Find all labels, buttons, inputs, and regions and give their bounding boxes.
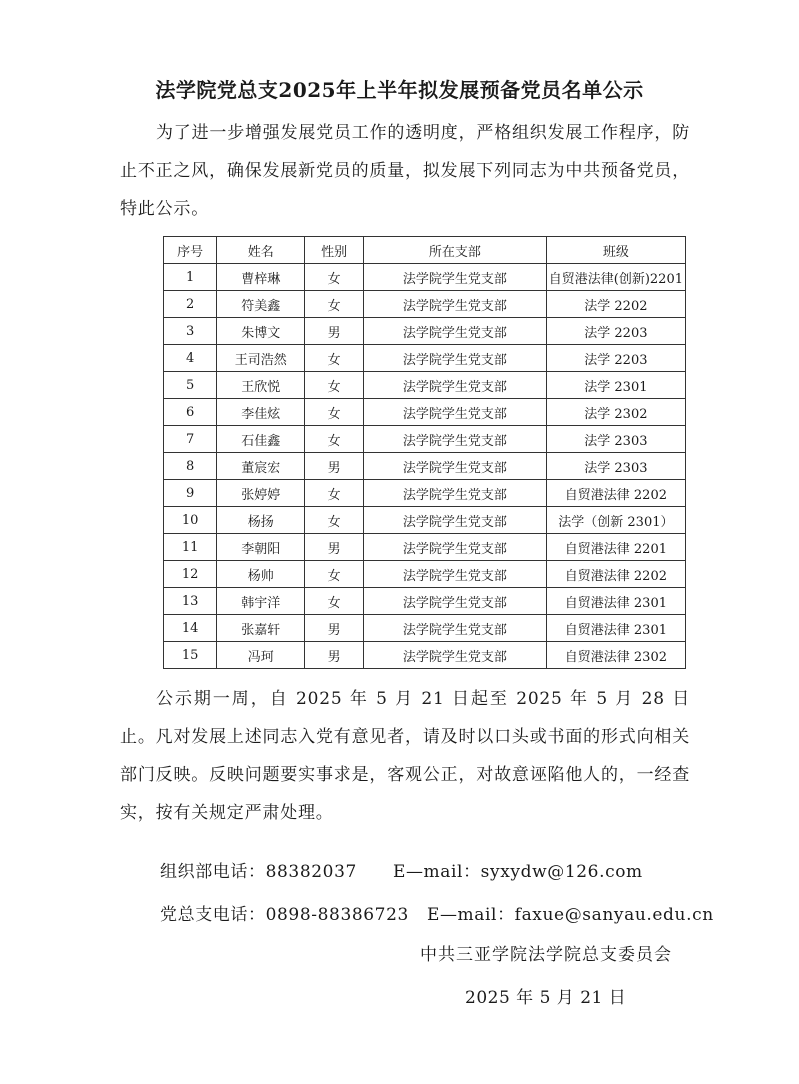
cell-sex: 女: [305, 507, 364, 534]
signature: 中共三亚学院法学院总支委员会: [420, 945, 672, 965]
cell-sex: 女: [305, 399, 364, 426]
cell-name: 曹梓琳: [217, 264, 305, 291]
cell-branch: 法学院学生党支部: [364, 480, 547, 507]
cell-branch: 法学院学生党支部: [364, 534, 547, 561]
cell-name: 张婷婷: [217, 480, 305, 507]
cell-name: 董宸宏: [217, 453, 305, 480]
cell-sex: 女: [305, 561, 364, 588]
table-row: [164, 615, 686, 642]
organization-phone: 组织部电话：88382037: [160, 862, 357, 882]
cell-branch: 法学院学生党支部: [364, 453, 547, 480]
header-no: 序号: [164, 237, 217, 264]
cell-name: 符美鑫: [217, 291, 305, 318]
cell-class: 法学（创新 2301）: [546, 507, 685, 534]
organization-email: E—mail：syxydw@126.com: [392, 862, 643, 882]
cell-class: 自贸港法律(创新)2201: [546, 264, 685, 291]
cell-class: 法学 2303: [546, 453, 685, 480]
cell-no: 15: [164, 642, 217, 669]
table-body: [164, 264, 686, 669]
cell-class: 法学 2203: [546, 345, 685, 372]
cell-sex: 女: [305, 345, 364, 372]
cell-name: 冯珂: [217, 642, 305, 669]
cell-branch: 法学院学生党支部: [364, 372, 547, 399]
cell-branch: 法学院学生党支部: [364, 507, 547, 534]
cell-branch: 法学院学生党支部: [364, 345, 547, 372]
cell-name: 韩宇洋: [217, 588, 305, 615]
cell-no: 11: [164, 534, 217, 561]
cell-name: 朱博文: [217, 318, 305, 345]
cell-sex: 男: [305, 318, 364, 345]
table-row: [164, 372, 686, 399]
cell-sex: 男: [305, 615, 364, 642]
cell-class: 自贸港法律 2301: [546, 588, 685, 615]
cell-branch: 法学院学生党支部: [364, 642, 547, 669]
cell-name: 石佳鑫: [217, 426, 305, 453]
table-row: [164, 588, 686, 615]
cell-no: 13: [164, 588, 217, 615]
members-table: [163, 236, 686, 669]
table-row: [164, 480, 686, 507]
party-branch-phone: 党总支电话：0898-88386723: [160, 905, 409, 925]
table-row: [164, 507, 686, 534]
cell-sex: 男: [305, 642, 364, 669]
page-title: 法学院党总支2025年上半年拟发展预备党员名单公示: [155, 78, 644, 102]
table-row: [164, 426, 686, 453]
cell-class: 自贸港法律 2202: [546, 561, 685, 588]
cell-name: 杨帅: [217, 561, 305, 588]
table-row: [164, 291, 686, 318]
table-row: [164, 453, 686, 480]
cell-no: 14: [164, 615, 217, 642]
cell-no: 4: [164, 345, 217, 372]
cell-branch: 法学院学生党支部: [364, 399, 547, 426]
cell-class: 法学 2301: [546, 372, 685, 399]
table-row: [164, 264, 686, 291]
table-row: [164, 561, 686, 588]
cell-no: 10: [164, 507, 217, 534]
cell-branch: 法学院学生党支部: [364, 426, 547, 453]
intro-paragraph: 为了进一步增强发展党员工作的透明度，严格组织发展工作程序，防止不正之风，确保发展新党员的质量，拟发展下列同志为中共预备党员，特此公示。: [120, 123, 690, 219]
contact-line-organization: [160, 857, 643, 882]
header-class: 班级: [546, 237, 685, 264]
cell-class: 法学 2303: [546, 426, 685, 453]
header-sex: 性别: [305, 237, 364, 264]
cell-sex: 女: [305, 588, 364, 615]
table-row: [164, 345, 686, 372]
table-row: [164, 534, 686, 561]
header-branch: 所在支部: [364, 237, 547, 264]
cell-no: 9: [164, 480, 217, 507]
cell-name: 王欣悦: [217, 372, 305, 399]
cell-class: 自贸港法律 2201: [546, 534, 685, 561]
cell-class: 法学 2202: [546, 291, 685, 318]
cell-no: 12: [164, 561, 217, 588]
cell-branch: 法学院学生党支部: [364, 561, 547, 588]
cell-no: 1: [164, 264, 217, 291]
cell-sex: 男: [305, 453, 364, 480]
cell-sex: 男: [305, 534, 364, 561]
cell-branch: 法学院学生党支部: [364, 318, 547, 345]
notice-paragraph: 公示期一周，自 2025 年 5 月 21 日起至 2025 年 5 月 28 日止。凡对发展上述同志入党有意见者，请及时以口头或书面的形式向相关部门反映。反映问题要实事求是，客观公正，对故意诬陷他人的，一经查实，按有关规定严肃处理。: [120, 689, 690, 823]
cell-name: 王司浩然: [217, 345, 305, 372]
cell-no: 6: [164, 399, 217, 426]
cell-sex: 女: [305, 264, 364, 291]
cell-branch: 法学院学生党支部: [364, 264, 547, 291]
cell-class: 自贸港法律 2302: [546, 642, 685, 669]
cell-name: 李佳炫: [217, 399, 305, 426]
cell-no: 5: [164, 372, 217, 399]
cell-sex: 女: [305, 372, 364, 399]
header-name: 姓名: [217, 237, 305, 264]
cell-name: 李朝阳: [217, 534, 305, 561]
cell-name: 杨扬: [217, 507, 305, 534]
cell-class: 自贸港法律 2301: [546, 615, 685, 642]
party-branch-email: E—mail：faxue@sanyau.edu.cn: [426, 905, 714, 925]
cell-branch: 法学院学生党支部: [364, 291, 547, 318]
cell-class: 自贸港法律 2202: [546, 480, 685, 507]
cell-class: 法学 2302: [546, 399, 685, 426]
cell-no: 7: [164, 426, 217, 453]
cell-no: 8: [164, 453, 217, 480]
table-row: [164, 318, 686, 345]
cell-class: 法学 2203: [546, 318, 685, 345]
table-row: [164, 399, 686, 426]
table-header-row: [164, 237, 686, 264]
cell-sex: 女: [305, 291, 364, 318]
cell-name: 张嘉轩: [217, 615, 305, 642]
cell-no: 3: [164, 318, 217, 345]
cell-sex: 女: [305, 426, 364, 453]
contact-line-party-branch: [160, 900, 714, 925]
table-row: [164, 642, 686, 669]
cell-sex: 女: [305, 480, 364, 507]
cell-branch: 法学院学生党支部: [364, 588, 547, 615]
cell-branch: 法学院学生党支部: [364, 615, 547, 642]
cell-no: 2: [164, 291, 217, 318]
issue-date: 2025 年 5 月 21 日: [465, 988, 627, 1008]
